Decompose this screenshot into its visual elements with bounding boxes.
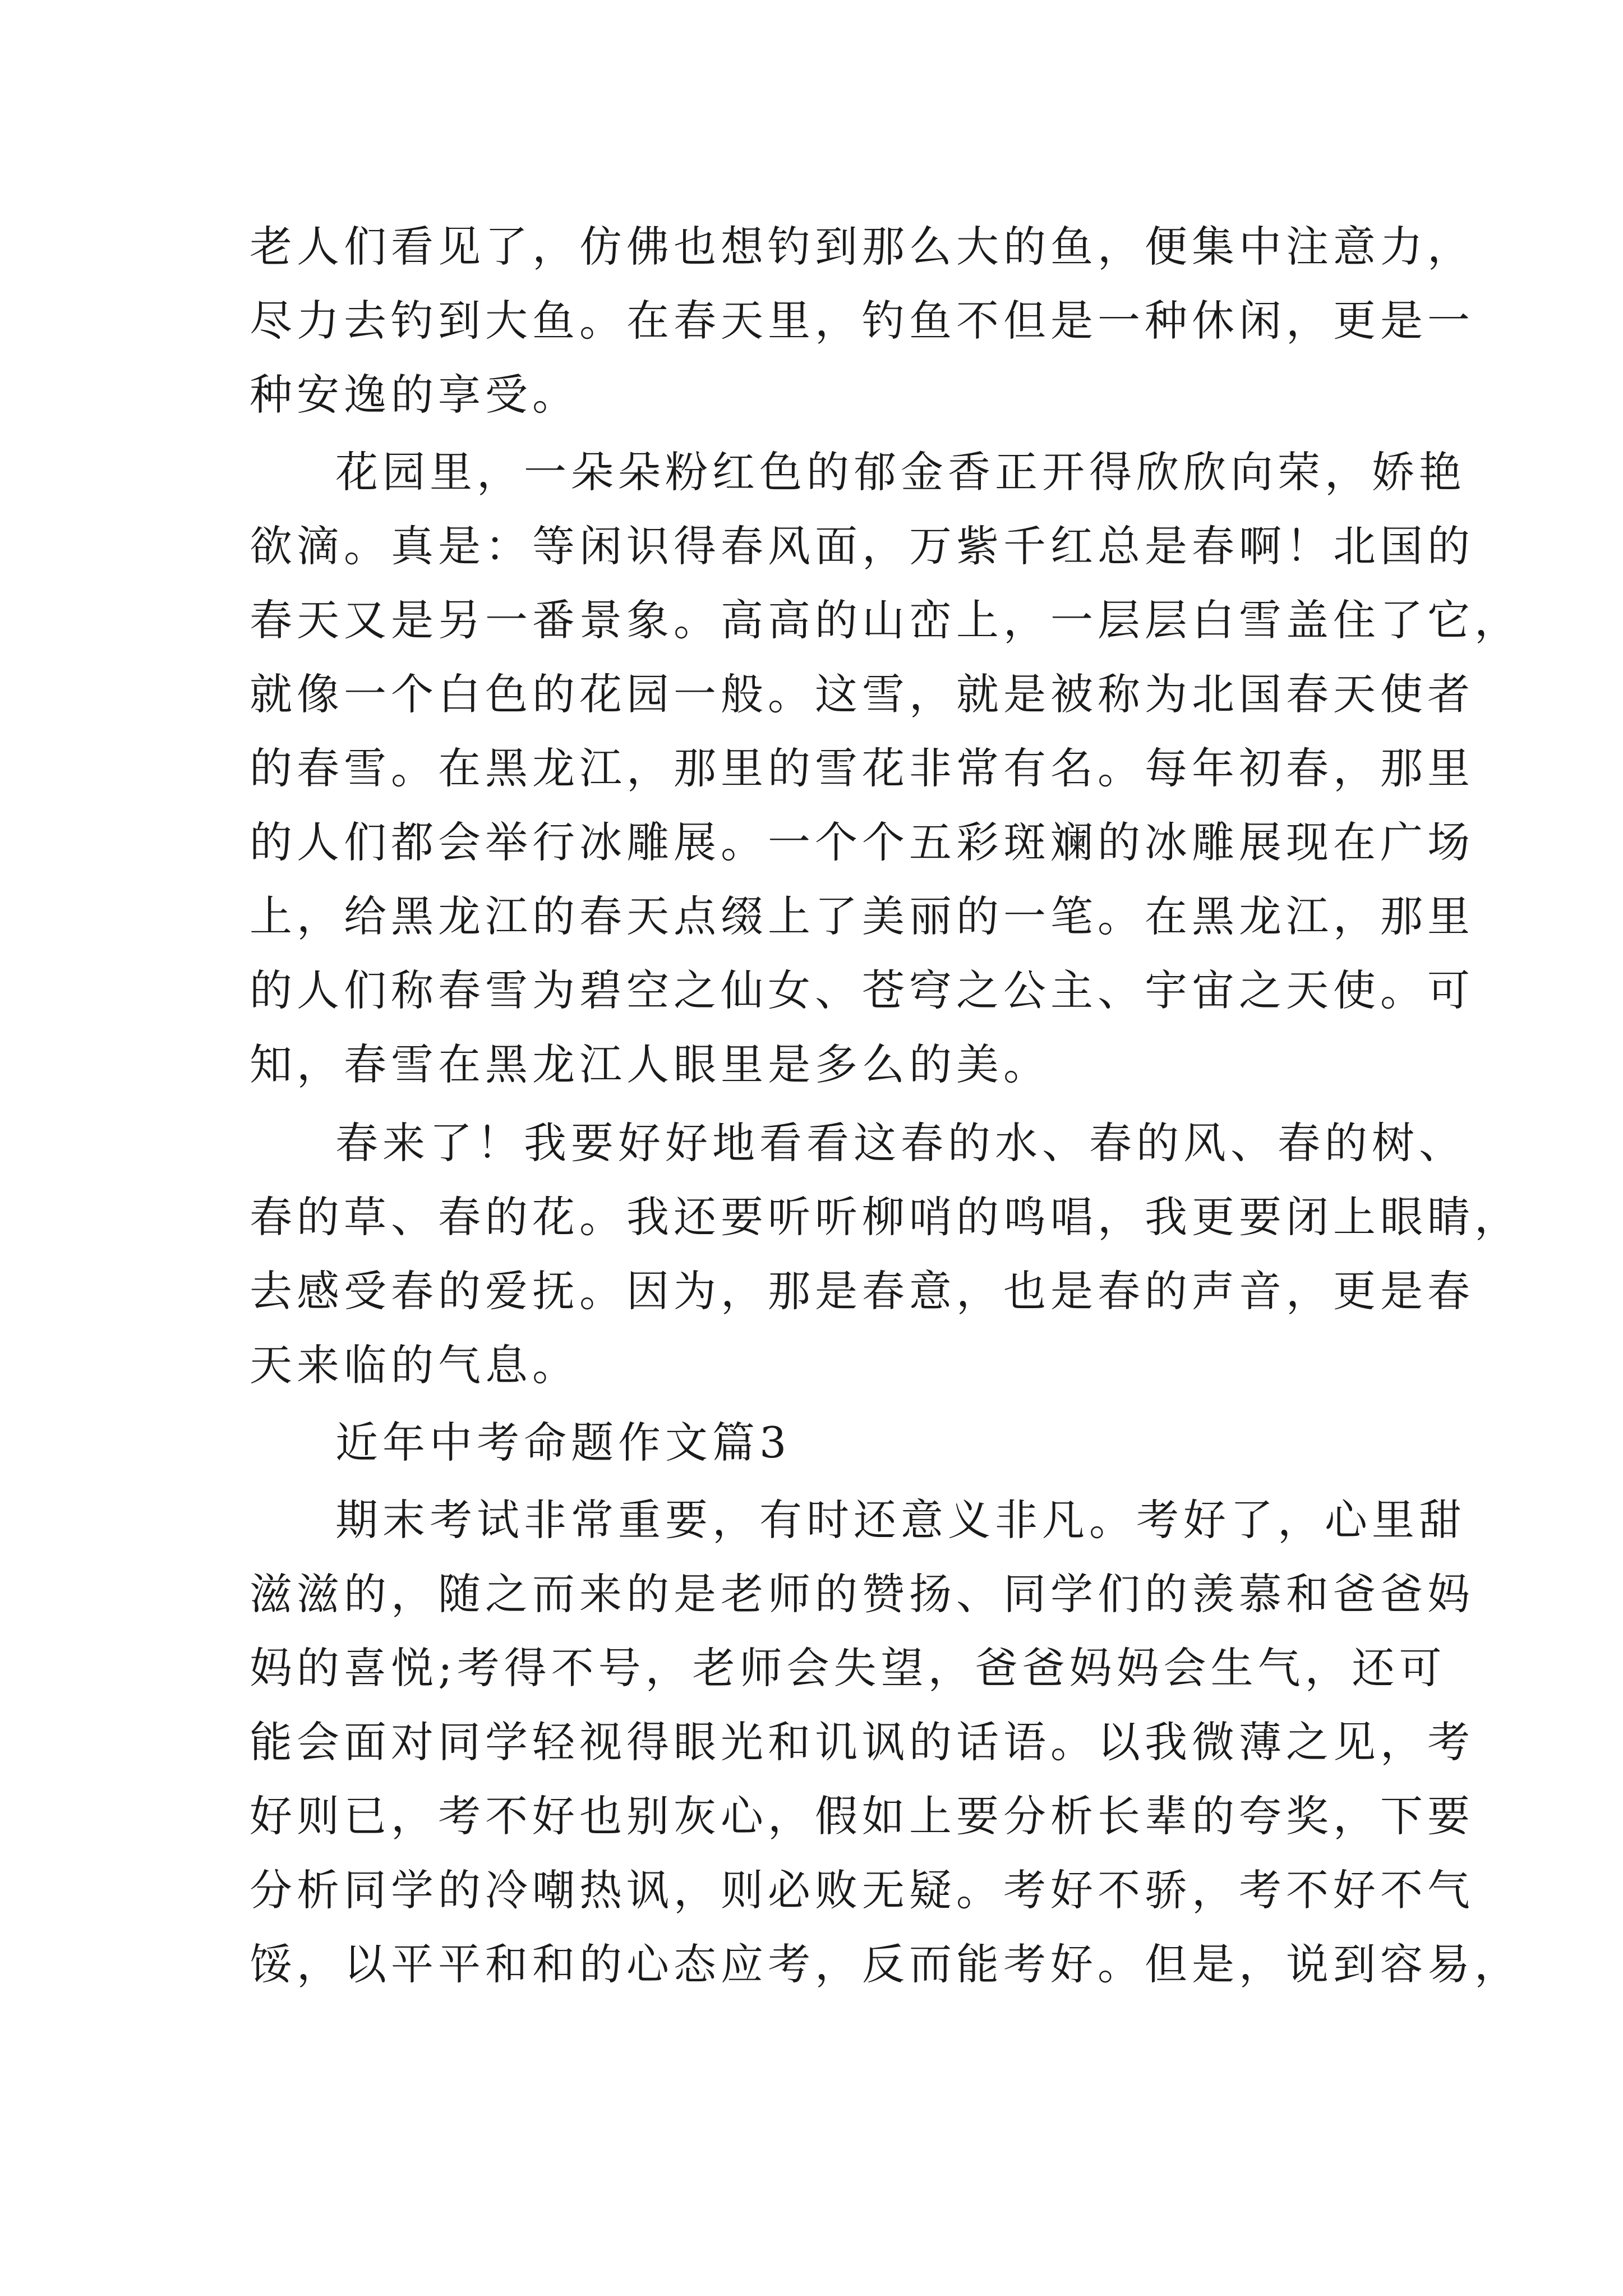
text-line: 知，春雪在黑龙江人眼里是多么的美。 bbox=[250, 1039, 1050, 1089]
text-line: 就像一个白色的花园一般。这雪，就是被称为北国春天使者 bbox=[250, 669, 1474, 719]
text-line: 春的草、春的花。我还要听听柳哨的鸣唱，我更要闭上眼睛， bbox=[250, 1192, 1521, 1242]
text-line: 的人们称春雪为碧空之仙女、苍穹之公主、宇宙之天使。可 bbox=[250, 965, 1474, 1015]
text-line: 的春雪。在黑龙江，那里的雪花非常有名。每年初春，那里 bbox=[250, 743, 1474, 793]
text-line: 能会面对同学轻视得眼光和讥讽的话语。以我微薄之见，考 bbox=[250, 1717, 1474, 1767]
text-line: 好则已，考不好也别灰心，假如上要分析长辈的夸奖，下要 bbox=[250, 1791, 1474, 1841]
text-line: 滋滋的，随之而来的是老师的赞扬、同学们的羡慕和爸爸妈 bbox=[250, 1569, 1474, 1619]
text-line: 分析同学的冷嘲热讽，则必败无疑。考好不骄，考不好不气 bbox=[250, 1865, 1474, 1915]
paragraph-first-line: 期末考试非常重要，有时还意义非凡。考好了，心里甜 bbox=[335, 1495, 1466, 1545]
text-line: 春天又是另一番景象。高高的山峦上，一层层白雪盖住了它， bbox=[250, 595, 1521, 645]
text-line: 种安逸的享受。 bbox=[250, 370, 579, 420]
text-line: 尽力去钓到大鱼。在春天里，钓鱼不但是一种休闲，更是一 bbox=[250, 296, 1474, 346]
text-line: 的人们都会举行冰雕展。一个个五彩斑斓的冰雕展现在广场 bbox=[250, 817, 1474, 867]
text-line: 欲滴。真是：等闲识得春风面，万紫千红总是春啊！北国的 bbox=[250, 521, 1474, 571]
text-line: 上，给黑龙江的春天点缀上了美丽的一笔。在黑龙江，那里 bbox=[250, 891, 1474, 941]
paragraph-first-line: 春来了！我要好好地看看这春的水、春的风、春的树、 bbox=[335, 1118, 1466, 1168]
text-line: 馁，以平平和和的心态应考，反而能考好。但是，说到容易， bbox=[250, 1939, 1521, 1989]
section-heading: 近年中考命题作文篇3 bbox=[335, 1418, 791, 1467]
paragraph-first-line: 花园里，一朵朵粉红色的郁金香正开得欣欣向荣，娇艳 bbox=[335, 447, 1466, 497]
text-line: 天来临的气息。 bbox=[250, 1340, 579, 1390]
text-line: 妈的喜悦;考得不号，老师会失望，爸爸妈妈会生气，还可 bbox=[250, 1643, 1446, 1693]
text-line: 老人们看见了，仿佛也想钓到那么大的鱼，便集中注意力， bbox=[250, 222, 1474, 272]
text-line: 去感受春的爱抚。因为，那是春意，也是春的声音，更是春 bbox=[250, 1266, 1474, 1316]
